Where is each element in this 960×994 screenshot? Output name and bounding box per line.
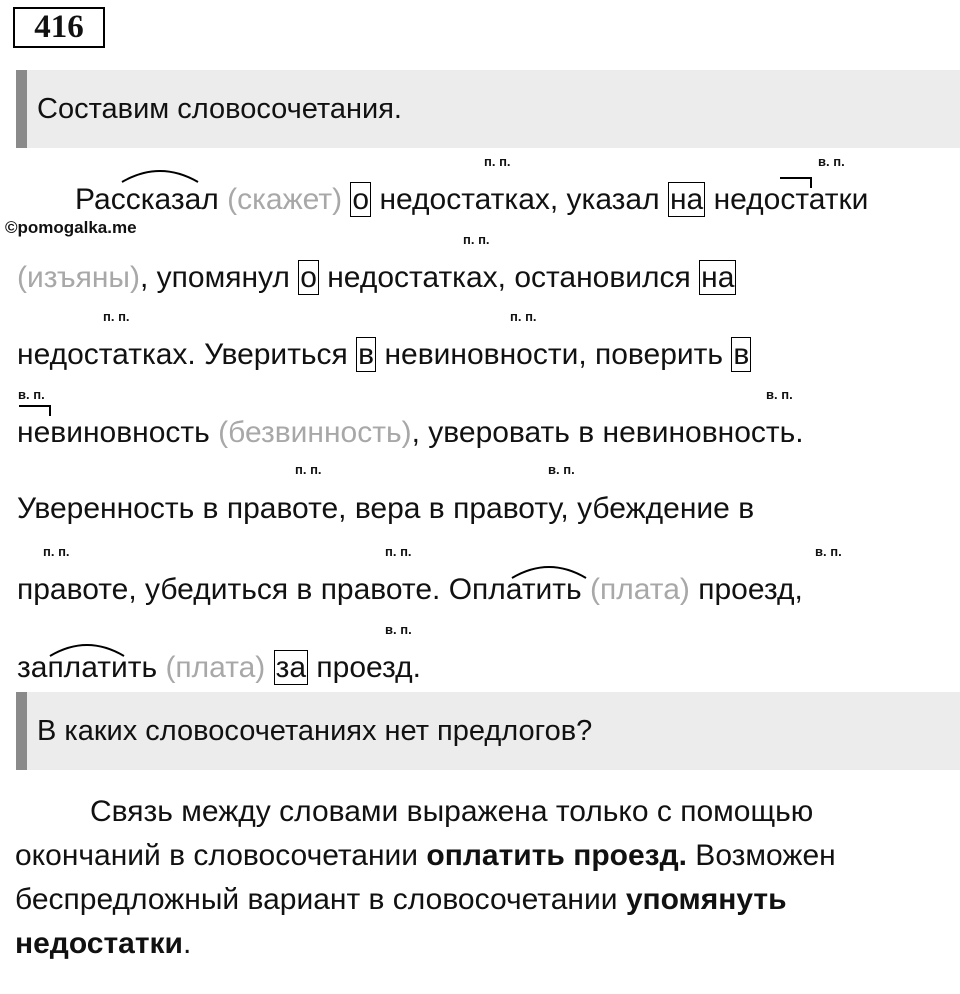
answer-paragraph: Связь между словами выражена только с помощью окончаний в словосочетании оплатить проезд. Возможен беспредложный вариант в словосочетании упомянуть недостатки.	[15, 795, 836, 960]
text-line-1: Рассказал (скажет) о недостатках, указал на недостатки	[75, 183, 869, 216]
case-label: в. п.	[385, 622, 412, 637]
task-number: 416	[13, 7, 105, 48]
text-line-7: заплатить (плата) за проезд.	[17, 651, 421, 684]
watermark: ©pomogalka.me	[5, 218, 137, 237]
case-label: в. п.	[766, 387, 793, 402]
text-line-6: правоте, убедиться в правоте. Оплатить (плата) проезд,	[17, 573, 803, 606]
case-label: п. п.	[484, 154, 511, 169]
text-line-5: Уверенность в правоте, вера в правоту, убеждение в	[17, 492, 755, 525]
case-label: п. п.	[43, 544, 70, 559]
text-line-2: (изъяны), упомянул о недостатках, остановился на	[17, 261, 735, 294]
case-label: в. п.	[818, 154, 845, 169]
section-header-2: В каких словосочетаниях нет предлогов?	[16, 692, 960, 770]
case-label: п. п.	[295, 462, 322, 477]
case-label: в. п.	[18, 387, 45, 402]
text-line-3: недостатках. Увериться в невиновности, поверить в	[17, 338, 750, 371]
case-label: п. п.	[463, 232, 490, 247]
case-label: в. п.	[815, 544, 842, 559]
text-line-4: невиновность (безвинность), уверовать в невиновность.	[17, 416, 804, 449]
section-header-1: Составим словосочетания.	[16, 70, 960, 148]
case-label: п. п.	[103, 309, 130, 324]
case-label: в. п.	[548, 462, 575, 477]
case-label: п. п.	[510, 309, 537, 324]
case-label: п. п.	[385, 544, 412, 559]
